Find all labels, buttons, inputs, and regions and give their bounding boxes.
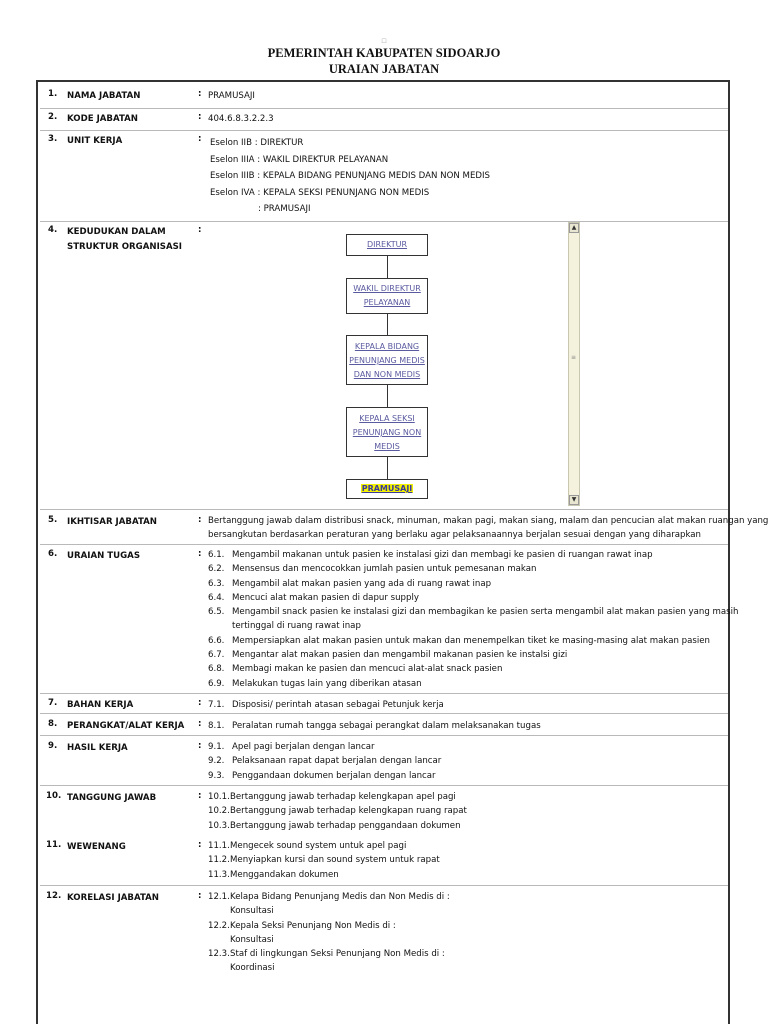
item-text: Mengambil snack pasien ke instalasi gizi dan membagikan ke pasien serta mengambil alat makan pasien yang masih [232, 607, 739, 618]
list-item [208, 577, 726, 591]
list-item [208, 819, 726, 833]
list-item [208, 662, 726, 676]
row-number: 3. [48, 134, 58, 144]
item-number: 9.2. [208, 756, 225, 767]
row-korelasi [40, 885, 728, 976]
list-item [208, 754, 726, 768]
item-number: 6.8. [208, 664, 225, 675]
hasil-kerja-list [208, 740, 726, 783]
row-number: 6. [48, 549, 58, 559]
uraian-tugas-list [208, 548, 739, 691]
list-item [208, 562, 726, 576]
item-text: Membagi makan ke pasien dan mencuci alat-alat snack pasien [232, 664, 503, 675]
list-item [208, 605, 739, 619]
list-item [208, 947, 726, 961]
item-text: Disposisi/ perintah atasan sebagai Petunjuk kerja [232, 700, 444, 710]
row-kode-jabatan [40, 108, 728, 131]
ikhtisar-line: bersangkutan berdasarkan peraturan yang berlaku agar pelaksanaannya berjalan sesuai dengan yang diharapkan [208, 530, 702, 541]
org-box-label: PELAYANAN [363, 298, 411, 307]
row-colon: : [198, 791, 202, 801]
korelasi-list [208, 890, 726, 976]
header-title: PEMERINTAH KABUPATEN SIDOARJO [267, 46, 501, 60]
ikhtisar-line: Bertanggung jawab dalam distribusi snack, minuman, makan pagi, makan siang, malam dan pencucian alat makan ruangan yang [208, 516, 768, 526]
item-text: Mensensus dan mencocokkan jumlah pasien untuk pemesanan makan [232, 564, 537, 575]
org-connector [387, 256, 388, 278]
vertical-scrollbar[interactable] [568, 222, 580, 506]
list-item [208, 548, 726, 562]
row-label: PERANGKAT/ALAT KERJA [67, 721, 185, 731]
row-number: 7. [48, 698, 58, 708]
row-label: KORELASI JABATAN [67, 893, 159, 903]
org-box-label: KEPALA BIDANG [354, 342, 420, 351]
item-text: Menyiapkan kursi dan sound system untuk rapat [230, 855, 440, 866]
item-text: Kepala Seksi Penunjang Non Medis di : [230, 920, 396, 931]
item-text: Staf di lingkungan Seksi Penunjang Non Medis di : [230, 949, 445, 960]
item-number: 12.1. [208, 892, 230, 902]
list-item [208, 919, 726, 933]
row-colon: : [198, 515, 202, 525]
item-text: Penggandaan dokumen berjalan dengan lancar [232, 770, 436, 781]
item-number: 11.3. [208, 869, 230, 880]
org-box-kepala-seksi[interactable] [346, 407, 428, 457]
org-connector [387, 385, 388, 407]
unit-line: Eselon IIIB : KEPALA BIDANG PENUNJANG MEDIS DAN NON MEDIS [210, 171, 490, 181]
row-number: 5. [48, 515, 58, 525]
row-colon: : [198, 840, 202, 850]
row-hasil-kerja [40, 735, 728, 786]
row-value: 404.6.8.3.2.2.3 [208, 114, 274, 124]
row-number: 1. [48, 89, 58, 99]
item-number: 7.1. [208, 700, 225, 710]
list-item [208, 698, 726, 712]
row-label: BAHAN KERJA [67, 700, 134, 710]
row-colon: : [198, 891, 202, 901]
item-text: Mengambil makanan untuk pasien ke instalasi gizi dan membagi ke pasien di ruangan rawat inap [232, 550, 653, 560]
row-colon: : [198, 112, 202, 122]
list-item [208, 648, 726, 662]
header-subtitle: URAIAN JABATAN [328, 62, 440, 76]
row-label: HASIL KERJA [67, 743, 128, 753]
item-number: 6.4. [208, 592, 225, 603]
row-number: 8. [48, 719, 58, 729]
org-box-pramusaji[interactable] [346, 479, 428, 499]
org-box-label: DIREKTUR [366, 240, 408, 249]
item-number: 6.6. [208, 635, 225, 646]
row-label: IKHTISAR JABATAN [67, 517, 157, 527]
item-number: 6.9. [208, 678, 225, 689]
org-box-label: PENUNJANG NON [352, 428, 422, 437]
org-box-label-highlight: PRAMUSAJI [361, 484, 413, 493]
row-colon: : [198, 719, 202, 729]
org-chart [40, 222, 728, 506]
org-box-wakil-direktur[interactable] [346, 278, 428, 314]
item-text: Mempersiapkan alat makan pasien untuk makan dan menempelkan tiket ke masing-masing alat makan pasien [232, 635, 710, 646]
item-text-wrap: tertinggal di ruang rawat inap [232, 621, 361, 632]
row-label: KODE JABATAN [67, 114, 138, 124]
row-label: WEWENANG [67, 842, 126, 852]
row-bahan-kerja [40, 693, 728, 714]
list-item [208, 591, 726, 605]
item-number: 10.2. [208, 806, 230, 817]
row-label-line: STRUKTUR ORGANISASI [67, 242, 183, 252]
item-subtext: Konsultasi [230, 934, 274, 945]
row-label: UNIT KERJA [67, 136, 123, 146]
document-header [0, 38, 768, 77]
row-number: 11. [46, 840, 62, 850]
org-box-label: DAN NON MEDIS [353, 370, 421, 379]
item-number: 11.1. [208, 841, 230, 851]
item-number: 9.3. [208, 770, 225, 781]
header-mark: □ [381, 37, 387, 45]
item-text: Peralatan rumah tangga sebagai perangkat dalam melaksanakan tugas [232, 721, 541, 731]
row-colon: : [198, 549, 202, 559]
unit-line: : PRAMUSAJI [258, 204, 311, 214]
list-item [208, 853, 726, 867]
unit-line: Eselon IIIA : WAKIL DIREKTUR PELAYANAN [210, 154, 389, 165]
item-number: 10.1. [208, 792, 230, 802]
item-number: 8.1. [208, 721, 225, 731]
row-perangkat [40, 713, 728, 736]
org-box-label: MEDIS [374, 442, 400, 451]
list-item [208, 740, 726, 754]
list-item [208, 634, 726, 648]
item-number: 10.3. [208, 820, 230, 831]
row-number: 9. [48, 741, 58, 751]
list-item [208, 769, 726, 783]
item-text: Bertanggung jawab terhadap kelengkapan apel pagi [230, 792, 456, 802]
tanggung-jawab-list [208, 790, 726, 833]
item-text: Mengambil alat makan pasien yang ada di ruang rawat inap [232, 578, 492, 589]
row-number: 12. [46, 891, 62, 901]
row-colon: : [198, 741, 202, 751]
item-text: Kelapa Bidang Penunjang Medis dan Non Medis di : [230, 892, 450, 902]
row-ikhtisar [40, 509, 768, 545]
item-subtext: Koordinasi [230, 963, 275, 974]
row-label-line: KEDUDUKAN DALAM [67, 227, 166, 237]
item-subtext: Konsultasi [230, 906, 274, 917]
unit-line: Eselon IIB : DIREKTUR [210, 138, 304, 148]
item-number: 12.3. [208, 949, 230, 960]
item-number: 6.5. [208, 607, 225, 618]
item-text: Melakukan tugas lain yang diberikan atasan [232, 678, 422, 689]
row-colon: : [198, 134, 202, 144]
list-item [208, 839, 726, 853]
row-colon: : [198, 89, 202, 99]
row-number: 2. [48, 112, 58, 122]
row-value: PRAMUSAJI [208, 91, 255, 101]
list-item [208, 719, 726, 733]
item-text: Mencuci alat makan pasien di dapur supply [232, 592, 419, 603]
list-item [208, 804, 726, 818]
list-item [208, 868, 726, 882]
row-nama-jabatan [40, 86, 728, 108]
row-label: NAMA JABATAN [67, 91, 141, 101]
scroll-up-icon[interactable]: ▲ [569, 223, 579, 233]
item-number: 6.7. [208, 650, 225, 661]
org-box-label: KEPALA SEKSI [359, 414, 415, 423]
org-connector [387, 457, 388, 479]
scroll-down-icon[interactable]: ▼ [569, 495, 579, 505]
item-number: 6.1. [208, 550, 225, 560]
row-wewenang [40, 835, 728, 885]
item-text: Bertanggung jawab terhadap kelengkapan ruang rapat [230, 806, 467, 817]
unit-kerja-list [210, 135, 728, 218]
wewenang-list [208, 839, 726, 882]
row-number: 4. [48, 225, 58, 235]
row-colon: : [198, 225, 202, 235]
row-label: TANGGUNG JAWAB [67, 793, 157, 803]
item-number: 12.2. [208, 920, 230, 931]
list-item [208, 790, 726, 804]
item-number: 9.1. [208, 742, 225, 752]
row-number: 10. [46, 791, 62, 801]
item-number: 6.2. [208, 564, 225, 575]
org-box-kepala-bidang[interactable] [346, 335, 428, 385]
item-text: Pelaksanaan rapat dapat berjalan dengan lancar [232, 756, 442, 767]
row-label: URAIAN TUGAS [67, 551, 141, 561]
org-box-label: WAKIL DIREKTUR [353, 284, 421, 293]
item-text: Mengantar alat makan pasien dan mengambil makanan pasien ke instalsi gizi [232, 650, 568, 661]
item-text: Menggandakan dokumen [230, 869, 339, 880]
row-tanggung-jawab [40, 785, 728, 836]
row-unit-kerja [40, 130, 728, 222]
item-number: 11.2. [208, 855, 230, 866]
org-box-label: PENUNJANG MEDIS [349, 356, 425, 365]
org-box-direktur[interactable] [346, 234, 428, 256]
scroll-grip-icon[interactable]: ≡ [571, 354, 577, 361]
item-text: Mengecek sound system untuk apel pagi [230, 841, 407, 851]
row-uraian-tugas [40, 544, 739, 694]
row-colon: : [198, 698, 202, 708]
list-item [208, 677, 726, 691]
unit-line: Eselon IVA : KEPALA SEKSI PENUNJANG NON MEDIS [210, 187, 430, 198]
item-number: 6.3. [208, 578, 225, 589]
item-text: Apel pagi berjalan dengan lancar [232, 742, 375, 752]
list-item [208, 890, 726, 904]
ikhtisar-text [208, 514, 768, 543]
org-connector [387, 314, 388, 335]
item-text: Bertanggung jawab terhadap penggandaan dokumen [230, 820, 461, 831]
